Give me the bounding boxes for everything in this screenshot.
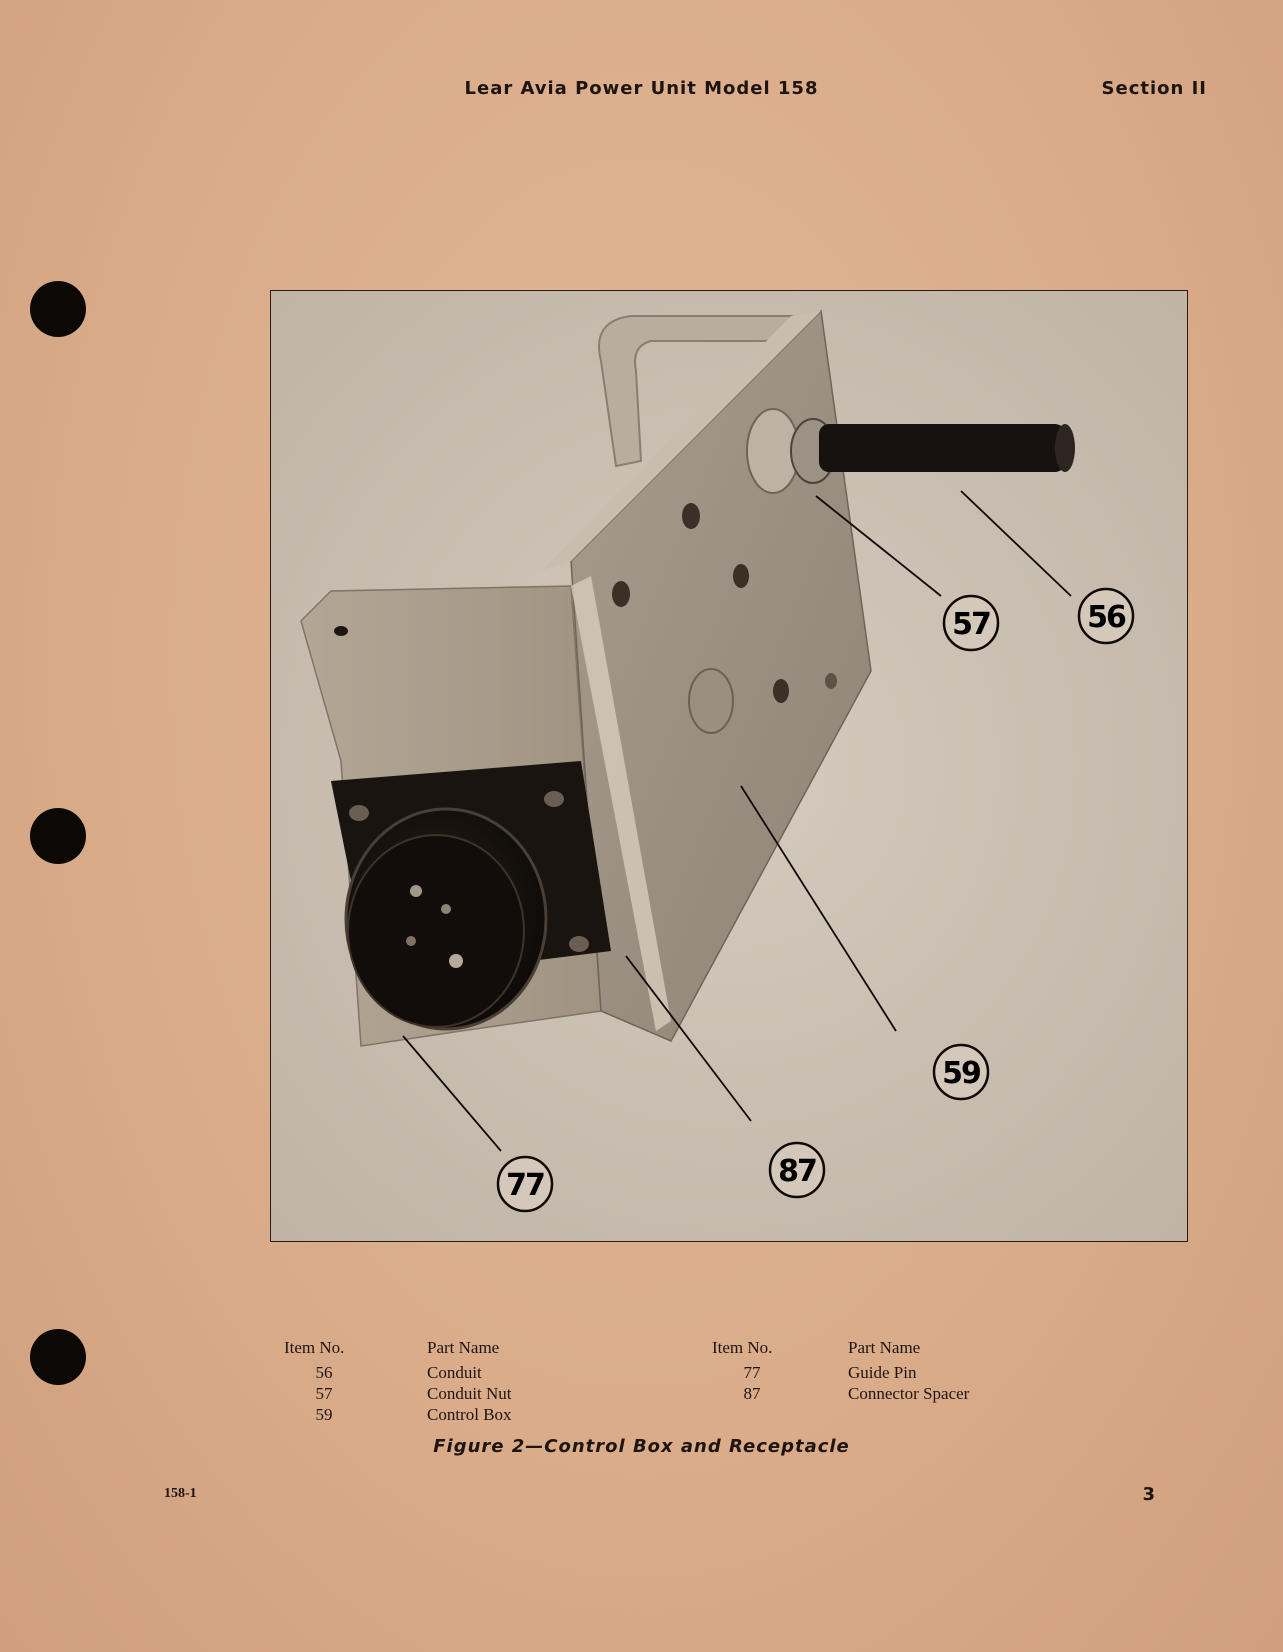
parts-left-name-column — [427, 1338, 512, 1425]
figure-photo-frame — [270, 290, 1188, 1242]
part-name: Conduit Nut — [427, 1384, 512, 1403]
part-name: Conduit — [427, 1363, 482, 1382]
parts-left-item-column — [284, 1338, 364, 1425]
binder-hole-top — [30, 281, 86, 337]
page-header-title: Lear Avia Power Unit Model 158 — [464, 78, 819, 99]
part-name-header: Part Name — [848, 1338, 921, 1357]
callout-57 — [944, 596, 998, 650]
control-box-photo — [271, 291, 1187, 1241]
item-number: 59 — [315, 1405, 333, 1424]
parts-right-item-column — [712, 1338, 792, 1404]
callout-56-label: 56 — [1087, 600, 1125, 635]
item-number: 77 — [743, 1363, 761, 1382]
item-number: 57 — [315, 1384, 333, 1403]
part-name-header: Part Name — [427, 1338, 500, 1357]
part-name: Guide Pin — [848, 1363, 917, 1382]
page-number: 3 — [1142, 1484, 1155, 1505]
callout-87-label: 87 — [778, 1154, 816, 1189]
part-name: Connector Spacer — [848, 1384, 970, 1403]
callout-87 — [770, 1143, 824, 1197]
callout-59 — [934, 1045, 988, 1099]
item-number: 56 — [315, 1363, 333, 1382]
item-number: 87 — [743, 1384, 761, 1403]
callout-77 — [498, 1157, 552, 1211]
item-no-header: Item No. — [284, 1338, 345, 1357]
binder-hole-middle — [30, 808, 86, 864]
document-code: 158-1 — [164, 1486, 197, 1501]
figure-caption: Figure 2—Control Box and Receptacle — [433, 1436, 850, 1457]
callout-77-label: 77 — [506, 1168, 544, 1203]
item-no-header: Item No. — [712, 1338, 773, 1357]
callout-59-label: 59 — [942, 1056, 980, 1091]
part-name: Control Box — [427, 1405, 512, 1424]
binder-hole-bottom — [30, 1329, 86, 1385]
page-header-section: Section II — [1101, 78, 1207, 99]
callout-57-label: 57 — [952, 607, 990, 642]
callout-56 — [1079, 589, 1133, 643]
parts-right-name-column — [848, 1338, 969, 1404]
